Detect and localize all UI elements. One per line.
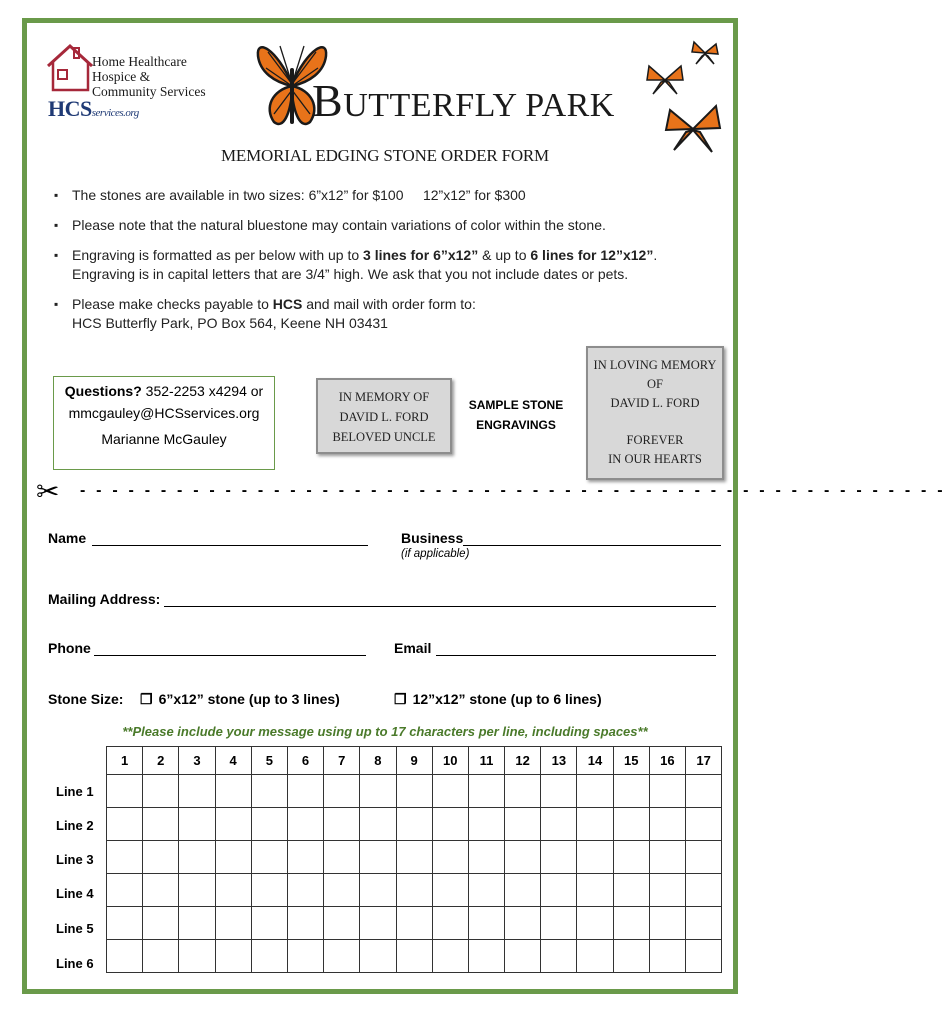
logo-hcs: HCSservices.org xyxy=(48,96,139,121)
bullet-color-note: ▪ Please note that the natural bluestone may contain variations of color within the stone. xyxy=(54,216,734,235)
scissors-icon: ✂ xyxy=(36,476,60,507)
butterfly-small-icon xyxy=(690,38,720,68)
email-label: Email xyxy=(394,640,432,656)
name-label: Name xyxy=(48,530,87,546)
grid-row xyxy=(107,808,722,841)
grid-row xyxy=(107,940,722,973)
engraving-grid xyxy=(106,746,722,973)
grid-row xyxy=(107,841,722,874)
business-label: Business xyxy=(401,530,464,546)
sample-stone-small: IN MEMORY OF DAVID L. FORD BELOVED UNCLE xyxy=(316,378,452,454)
grid-header: 1 2 3 4 5 6 7 8 9 10 11 12 13 14 15 16 17 xyxy=(107,747,722,775)
sample-label: SAMPLE STONE ENGRAVINGS xyxy=(468,398,564,432)
row-label: Line 1 xyxy=(56,784,94,799)
phone-field[interactable] xyxy=(94,655,366,656)
brand-title: BUTTERFLY PARK xyxy=(312,75,615,126)
name-field[interactable] xyxy=(92,545,368,546)
row-label: Line 4 xyxy=(56,886,94,901)
contact-email[interactable]: mmcgauley@HCSservices.org xyxy=(68,405,260,421)
grid-row xyxy=(107,907,722,940)
grid-row xyxy=(107,874,722,907)
butterfly-small-icon xyxy=(645,60,685,100)
phone-label: Phone xyxy=(48,640,91,656)
mailing-field[interactable] xyxy=(164,606,716,607)
row-label: Line 6 xyxy=(56,956,94,971)
row-label: Line 2 xyxy=(56,818,94,833)
grid-row xyxy=(107,775,722,808)
form-title: MEMORIAL EDGING STONE ORDER FORM xyxy=(221,146,549,165)
sample-stone-large: IN LOVING MEMORY OF DAVID L. FORD FOREVER IN OUR HEARTS xyxy=(586,346,724,480)
business-note: (if applicable) xyxy=(401,548,470,560)
option-small-stone[interactable]: ❐ 6”x12” stone (up to 3 lines) xyxy=(140,691,340,707)
cut-line: - - - - - - - - - - - - - - - - - - - - - - - - - - - - - - - - - - - - - - - - - - - - - - - - - - - - - - xyxy=(80,482,946,499)
bullet-engraving: ▪ Engraving is formatted as per below with up to 3 lines for 6”x12” & up to 6 lines for 12”x12”. Engraving is in capital letters that are 3/4” high. We ask that you not include dates or pets. xyxy=(54,246,734,284)
checkbox-icon[interactable]: ❐ xyxy=(140,691,153,707)
stone-size-label: Stone Size: xyxy=(48,691,124,707)
mailing-label: Mailing Address: xyxy=(48,591,161,607)
instructions-list xyxy=(54,186,734,344)
character-note: **Please include your message using up to 17 characters per line, including spaces** xyxy=(122,724,648,739)
business-field[interactable] xyxy=(463,545,721,546)
questions-box: Questions? 352-2253 x4294 or mmcgauley@HCSservices.org Marianne McGauley xyxy=(53,376,275,470)
logo-text: Home Healthcare Hospice & Community Services xyxy=(92,54,206,99)
option-large-stone[interactable]: ❐ 12”x12” stone (up to 6 lines) xyxy=(394,691,602,707)
bullet-payment: ▪ Please make checks payable to HCS and mail with order form to: HCS Butterfly Park, PO Box 564, Keene NH 03431 xyxy=(54,295,734,333)
house-logo-icon xyxy=(44,40,96,96)
checkbox-icon[interactable]: ❐ xyxy=(394,691,407,707)
row-label: Line 3 xyxy=(56,852,94,867)
email-field[interactable] xyxy=(436,655,716,656)
bullet-sizes: ▪ The stones are available in two sizes: 6”x12” for $100 12”x12” for $300 xyxy=(54,186,734,205)
row-label: Line 5 xyxy=(56,921,94,936)
